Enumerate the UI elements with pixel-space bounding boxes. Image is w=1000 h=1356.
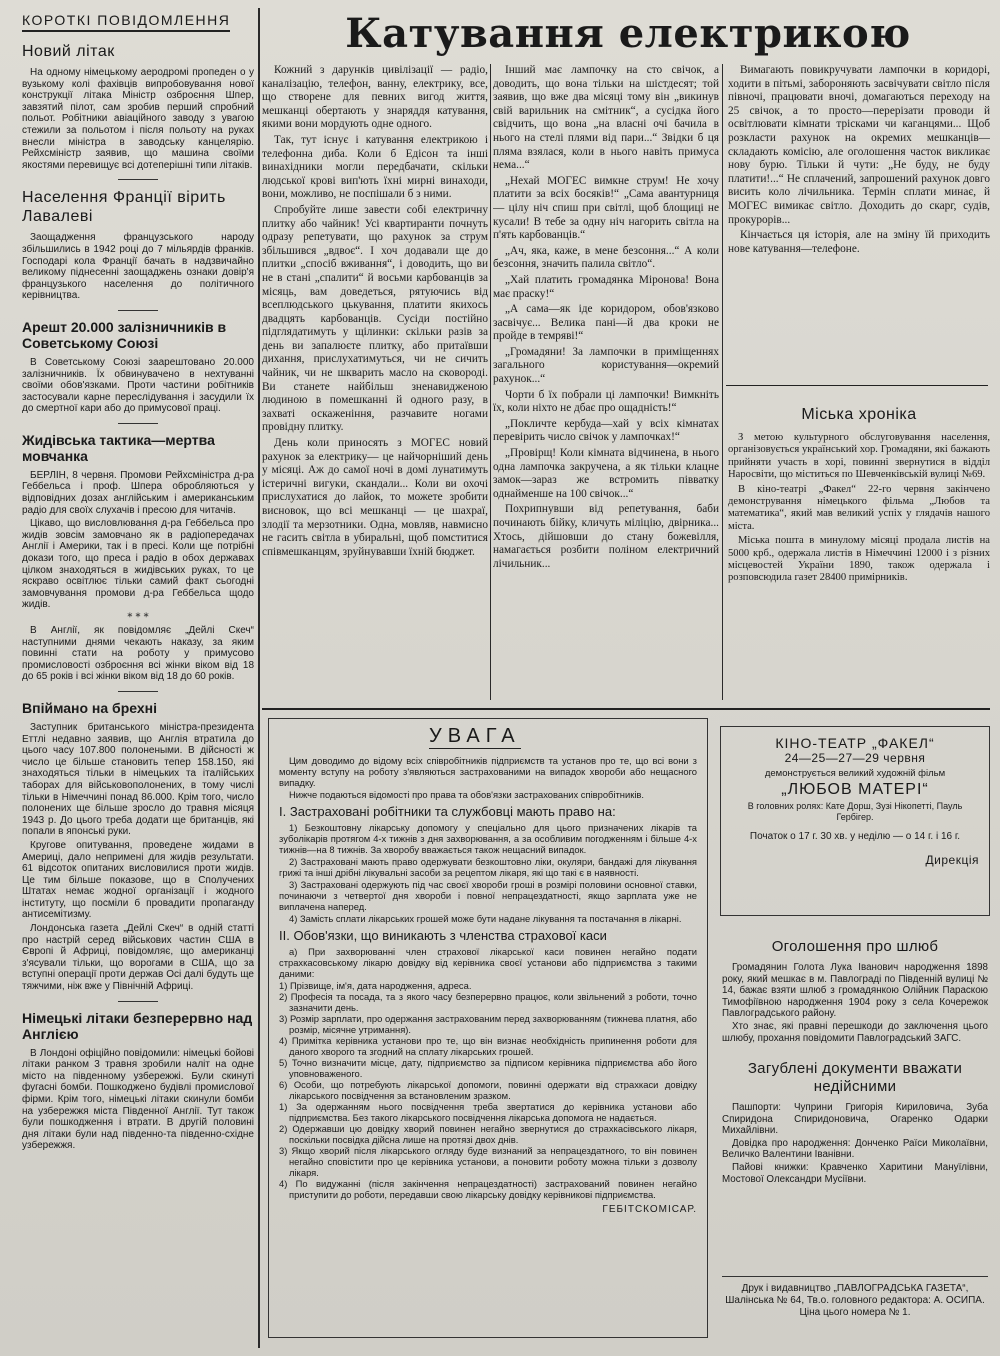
rule-under-article (262, 708, 990, 710)
article-paragraph: „Провірщ! Коли кімната відчинена, в нього одна лампочка закручена, а як тільки клацне замок—зараз же встромить півватку однайменше на 100 свічок...“ (493, 447, 719, 500)
notice-list-item: 1) За одержанням нього посвідчення треба звертатися до керівника установи або підприємства. Без такого лікарського посвідчення лікарська допомога не надається. (279, 1101, 697, 1123)
headline-railway-arrest: Арешт 20.000 залізничників в Советському Союзі (22, 318, 227, 351)
article-paragraph: „Нехай МОГЕС вимкне струм! Не хочу платити за всіх босяків!“ „Сама авантурниця — цілу ніч спиш при світлі, щоб блощиці не кусали! В тебе за одну ніч нагорить світла на п'ять карбованців.“ (493, 174, 719, 242)
headline-tactics: Жидівська тактика—мертва мовчанка (22, 431, 215, 464)
notice-list-item: 3) Якщо хворий після лікарського огляду буде визнаний за непрацездатного, то він повинен негайно сповістити про це керівника установи, а поновити роботу можна тільки з дозволу лікаря. (279, 1145, 697, 1178)
notice-item: 3) Застраховані одержують під час своєї хвороби гроші в розмірі половини основної ставки, починаючи з четвертої дня хвороби і повної непрацездатності, якщо зарплата уже не виплачена наперед. (279, 879, 697, 912)
lost-documents (722, 1056, 988, 1244)
marriage-text: Хто знає, які правні перешкоди до заключення цього шлюбу, прохання повідомити Павлоградський ЗАГС. (722, 1020, 988, 1044)
rule-right-column (726, 385, 988, 386)
article-paragraph: День коли приносять з МОГЕС новий рахунок за електрику— це найчорніший день у місяці. Аж до самої ночі в домі лунатимуть істеричні вигуки, скандали... Коли ви охочі прислухатися до лайок, то можете зробити висновок, що всі мешканці — це шахраї, злодії та мерзотники. Одна, мовляв, навмисно не гасить світла в убиральні, щоб помститися співмешканцям, зруйнувавши їхній бюджет. (262, 437, 488, 558)
show-times: Початок о 17 г. 30 хв. у неділю — о 14 г. і 16 г. (749, 831, 961, 842)
article-paragraph: Кожний з дарунків цивілізації — радіо, каналізацію, телефон, ванну, електрику, все, що створене для певних вигод життя, мешканці обертають у знаряддя катування, якими вони мордують одне одного. (262, 64, 488, 131)
article-text: В Советському Союзі заарештовано 20.000 залізничників. Їх обвинувачено в нехтуванні своїми обов'язками. Проти частини робітників застосували карне переслідування і засудили їх до смертної кари або до примусової праці. (22, 356, 254, 415)
divider (118, 1001, 158, 1002)
lost-docs-title: Загублені документи вважати недійсними (747, 1060, 963, 1095)
headline-new-plane: Новий літак (22, 43, 115, 60)
article-text: Лондонська газета „Дейлі Скеч“ в одній статті про настрій серед військових частин США в Європі й Африці, повідомляє, що американці з'ясували тільки, що ворогами в США, що за вступні операції проти держав Осі далі будуть ще тяжчими, ніж вже у Північній Африці. (22, 923, 254, 993)
article-paragraph: „А сама—як іде коридором, обов'язково засвічує... Велика пані—й два кроки не пройде в темряві!“ (493, 303, 719, 343)
lost-docs-text: Пашпорти: Чуприни Григорія Кириловича, Зуба Спиридона Спиридоновича, Огаренко Одарки Михайлівни. (722, 1102, 988, 1137)
column-rule (490, 64, 491, 700)
article-paragraph: Чорти б їх побрали ці лампочки! Вимкніть їх, коли ніхто не дбає про ощадність!“ (493, 388, 719, 415)
column-rule (722, 64, 723, 700)
article-text: Заощадження французського народу збільшились в 1942 році до 7 мільярдів франків. Господарі кола Франції бачать в надзвичайно великому піднесенні заощаджень ознаки довір'я французького населення до політичного керівництва. (22, 232, 254, 302)
notice-item: 4) Замість сплати лікарських грошей може бути надане лікування та постачання в лікарні. (289, 913, 682, 924)
notice-list-item: 6) Особи, що потребують лікарської допомоги, повинні одержати від страхкаси довідку лікарського посвідчення за встановленим зразком. (279, 1079, 697, 1101)
article-paragraph: „Ач, яка, каже, в мене безсоння...“ А коли безсоння, значить палила світло“. (493, 244, 719, 271)
article-paragraph: Вимагають повикручувати лампочки в коридорі, ходити в пітьмі, забороняють засвічувати світло після півночі, працювати вночі, домагаються переходу на 25 свічок, а то просто—перерізати проводи й освітлювати кімнати трісками чи каганцями... Щоб розкласти рахунок на окремих мешканців—складають комісію, але оголошення часток викликає нову бурю. Тільки й чути: „Не буду, не буду платити!...“ Не сплачений, запрошений рахунок довго висить коло лічильника. Термін сплати минає, й МОГЕС вимикає світло. Доходить до скарг, судів, прокурорів... (728, 64, 990, 226)
chronicle-title: Міська хроніка (801, 406, 917, 423)
film-title: „ЛЮБОВ МАТЕРІ“ (781, 781, 929, 798)
film-cast: В головних ролях: Кате Дорш, Зузі Нікопетті, Пауль Гербігер. (747, 801, 963, 822)
headline-caught-lying: Впіймано на брехні (22, 699, 157, 716)
marriage-title: Оголошення про шлюб (771, 938, 939, 955)
chronicle-item: Міська пошта в минулому місяці продала листів на 5000 крб., одержала листів в Німеччині 12000 і з різних місцевостей України 1890, також одержала і розповсюдила газет 28400 примірників. (728, 535, 990, 584)
cinema-direction: Дирекція (925, 853, 979, 867)
notice-item: а) При захворюванні член страхової лікарської каси повинен негайно подати страхкасовському лікарю довідку від керівника своєї установи або підприємства з такими даними: (279, 946, 697, 979)
insurance-notice (268, 718, 708, 1338)
notice-list-item: 1) Прізвище, ім'я, дата народження, адреса. (279, 980, 472, 991)
divider (118, 179, 158, 180)
city-chronicle (728, 402, 990, 702)
divider (118, 691, 158, 692)
notice-intro: Цим доводимо до відому всіх співробітників підприємств та установ про те, що всі вони з моменту вступу на роботу з'являються застрахованими на випадок хвороби або нещасного випадку. (279, 755, 697, 788)
notice-list-item: 4) По видужанні (після закінчення непрацездатності) застрахований повинен негайно приступити до роботи, передавши свою лікарську довідку керівникові підприємства. (279, 1178, 697, 1200)
imprint-price: Ціна цього номера № 1. (799, 1307, 911, 1318)
chronicle-item: В кіно-театрі „Факел“ 22-го червня закінчено демонстрування німецького фільма „Любов та математика“, який мав великий успіх у глядачів нашого міста. (728, 483, 990, 532)
main-headline: Катування електрикою (345, 10, 911, 57)
article-paragraph: „Покличте кербуда—хай у всіх кімнатах перевірить число свічок у лампочках!“ (493, 417, 719, 444)
marriage-announcement (722, 934, 988, 1050)
notice-list-item: 3) Розмір зарплати, про одержання застрахованим перед захворюванням (тижнева платня, або розмір, місячне утримання). (279, 1013, 697, 1035)
notice-list-item: 4) Примітка керівника установи про те, що він визнає необхідність припинення роботи для даного хворого та згодний на сплату лікарських грошей. (279, 1035, 697, 1057)
cinema-dates: 24—25—27—29 червня (784, 751, 926, 765)
lost-docs-text: Довідка про народження: Донченко Раїси Миколаївни, Величко Валентини Іванівни. (722, 1137, 988, 1161)
imprint-publisher: Друк і видавництво „ПАВЛОГРАДСЬКА ГАЗЕТА“, Шалінська № 64, Тв.о. головного редактора: А. ОСИПА. (725, 1283, 985, 1306)
divider (118, 310, 158, 311)
article-paragraph: Похрипнувши від репетування, баби починають бійку, кличуть міліцію, двірника... Хтось, дійшовши до стану божевілля, намагається розбити поліном електричний лічильник... (493, 503, 719, 570)
article-text: Заступник британського міністра-президента Еттлі недавно заявив, що Англія втратила до цього часу 107.800 полонеными. В дійсності ж число це більше становить тепер 158.150, які знаходяться тільки в німецьких та італійських таборах для військовополонених, в тому числі тільки в Німеччині понад 86.000. Крім того, число полонених ще більше зросло до травня місяця 1943 р. До цього треба додати ще британців, які попали в японські руки. (22, 721, 254, 838)
article-text: Цікаво, що висловлювання д-ра Геббельса про жидів зовсім замовчано як в радіопередачах Англії і Америки, так і в пресі. Коли ще потрібні докази того, що преса і радіо в обох державах цілком знаходяться в жидівських руках, то це яскраво освітлює тільки самий факт сьогодні замовчування промови д-ра Геббельса щодо жидів. (22, 518, 254, 611)
divider (118, 423, 158, 424)
notice-item: 1) Безкоштовну лікарську допомогу у спеціально для цього призначених лікарів та зуболікарів протягом 4-х тижнів з дня захворювання, а за особливим погодженням і більше 4-х тижнів—на 8 тижнів. За хворобу вважається також нещасний випадок. (279, 822, 697, 855)
notice-intro: Нижче подаються відомості про права та обов'язки застрахованих співробітників. (289, 789, 644, 800)
notice-section-duties: ІІ. Обов'язки, що виникають з членства страхової каси (279, 928, 607, 943)
notice-list-item: 5) Точно визначити місце, дату, підприємство за підписом керівника підприємства або його уповноваженого. (279, 1057, 697, 1079)
article-paragraph: Так, тут існує і катування електрикою і телефонна диба. Коли б Едісон та інші винахідники могли передбачати, скільки людської крові вип'ють їхні мирні винаходи, вони, можливо, не поспішали б з ними. (262, 133, 488, 201)
article-paragraph: Спробуйте лише завести собі електричну плитку або чайник! Усі квартиранти почнуть одразу репетувати, що рахунок за струм збільшився „вдвоє“. І хоч додавали ще до плитки „спосіб вживання“, і доводить, що ви не в стані „спалити“ й восьми карбованців за місяць, вам доведеться, рятуючись від всеплюдського цькування, платити якихось двадцять карбованців. Сусіди постійно підглядатимуть у щілинки: скільки разів за день ви запалюєте плитку, або притаївши дихання, прислухатимуться, чи не сичить чайник, чи не шкварить масло на сковороді. Ви станете найбільш зненавидженою людиною в помешканні й одного разу, в захваті оскаженіння, разчавите ногами провідну плитку. (262, 203, 488, 434)
marriage-text: Громадянин Голота Лука Іванович народження 1898 року, який мешкає в м. Павлограді по Південній вулиці № 14, бажає взяти шлюб з громадянкою Олійник Параскою Тимофіївною народження 1904 року з села Кочережок Павлоградського району. (722, 962, 988, 1020)
notice-list-item: 2) Одержавши цю довідку хворий повинен негайно звернутися до страхкасівського лікаря, поскільки посвідка дійсна лише на протязі двох днів. (279, 1123, 697, 1145)
imprint (722, 1276, 988, 1332)
column-rule-left (258, 8, 260, 1348)
notice-title: УВАГА (429, 725, 521, 747)
article-text: БЕРЛІН, 8 червня. Промови Рейхсміністра д-ра Геббельса і проф. Шпера обробляються у відповідних дозах англійським і американським радіо для своїх слухачів і пресою для читачів. (22, 469, 254, 516)
main-article-column-1 (262, 64, 488, 704)
article-text: Кругове опитування, проведене жидами в Америці, дало непримені для жидів результати. 61 відсоток опитаних висловилися проти жидів. Це тим більше показове, що в Сполучених Штатах немає жодної організації і жодного інституту, що посміли б провадити пропаганду антисемітизму. (22, 839, 254, 921)
article-text: На одному німецькому аеродромі пропеден о у вузькому колі фахівців випробовування нової конструкції літака Міністр озброєння Шпер, завзятий пілот, сам зробив перший спробний польот. Робітники авіаційного заводу з увагою стежили за польотом і після польоту на руках внесли міністра в заводську канцелярію. Рейхсміністр заявив, що машина своїми якостями перевищує всі дотеперішні типи літаків. (22, 67, 254, 171)
chronicle-item: З метою культурного обслуговування населення, організовується український хор. Громадяни, які бажають прийняти участь в хорі, повинні звернутися в відділ Наросвіти, що міститься по Шевченківській вулиці №69. (728, 432, 990, 481)
article-paragraph: Інший має лампочку на сто свічок, а доводить, що вона тільки на шістдесят; той заявив, що вже два місяці тому він „викинув свій варильник на смітник“, а сусідка його свідчить, що вона „на власні очі бачила в нього на стелі плями від пари...“ Звідки б ця пляма взялася, коли в нього навіть примуса нема...“ (493, 64, 719, 172)
notice-list-item: 2) Професія та посада, та з якого часу безперервно працює, коли звільнений з роботи, точно зазначити день. (279, 991, 697, 1013)
article-text: В Англії, як повідомляє „Дейлі Скеч“ наступними днями чекають наказу, за яким повинні стати на роботу у примусово промисловості озброєння всі жінки віком від 18 до 65 років і всі жінки віком від 18 до 60 років. (22, 625, 254, 683)
main-article-column-3 (728, 64, 990, 376)
lost-docs-text: Пайові книжки: Кравченко Харитини Мануїлівни, Мостової Олександри Мусіївни. (722, 1161, 988, 1185)
section-tag-short-news: КОРОТКІ ПОВІДОМЛЕННЯ (22, 12, 230, 32)
headline-german-planes: Німецькі літаки безперервно над Англією (22, 1009, 253, 1042)
cinema-shows: демонструється великий художній фільм (764, 768, 946, 779)
notice-signature: ГЕБІТСКОМІСАР. (602, 1204, 697, 1215)
article-paragraph: „Громадяни! За лампочки в приміщеннях загального користування—окремий рахунок...“ (493, 345, 719, 386)
article-text: В Лондоні офіційно повідомили: німецькі бойові літаки ранком 3 травня зробили наліт на одне місто на південному узбережжі. Були скинуті фугасні бомби. Пошкоджено будівлі промислової фірми. Крім того, німецькі літаки скинули бомби на узбережжя міста Південної Англії. Тут також були пошкодження і втрати. В другій половині дня літаки були над південно-та південно-східне узбережжя. (22, 1047, 254, 1152)
cinema-ad (720, 726, 990, 916)
cinema-name: КІНО-ТЕАТР „ФАКЕЛ“ (775, 735, 935, 751)
notice-section-rights: І. Застраховані робітники та службовці мають право на: (279, 804, 616, 819)
notice-item: 2) Застраховані мають право одержувати безкоштовно ліки, окуляри, бандажі для лікування грижі та інші дрібні лікувальні засоби за рецептом лікаря, які що такі є в наявності. (279, 856, 697, 878)
article-paragraph: „Хай платить громадянка Міронова! Вона має праску!“ (493, 273, 719, 300)
headline-france: Населення Франції вірить Лавалеві (22, 189, 226, 226)
main-article-column-2 (493, 64, 719, 704)
stars-separator: * * * (127, 612, 149, 623)
article-paragraph: Кінчається ця історія, але на зміну їй приходить нове катування—телефоне. (728, 229, 990, 255)
left-column (22, 10, 254, 1345)
